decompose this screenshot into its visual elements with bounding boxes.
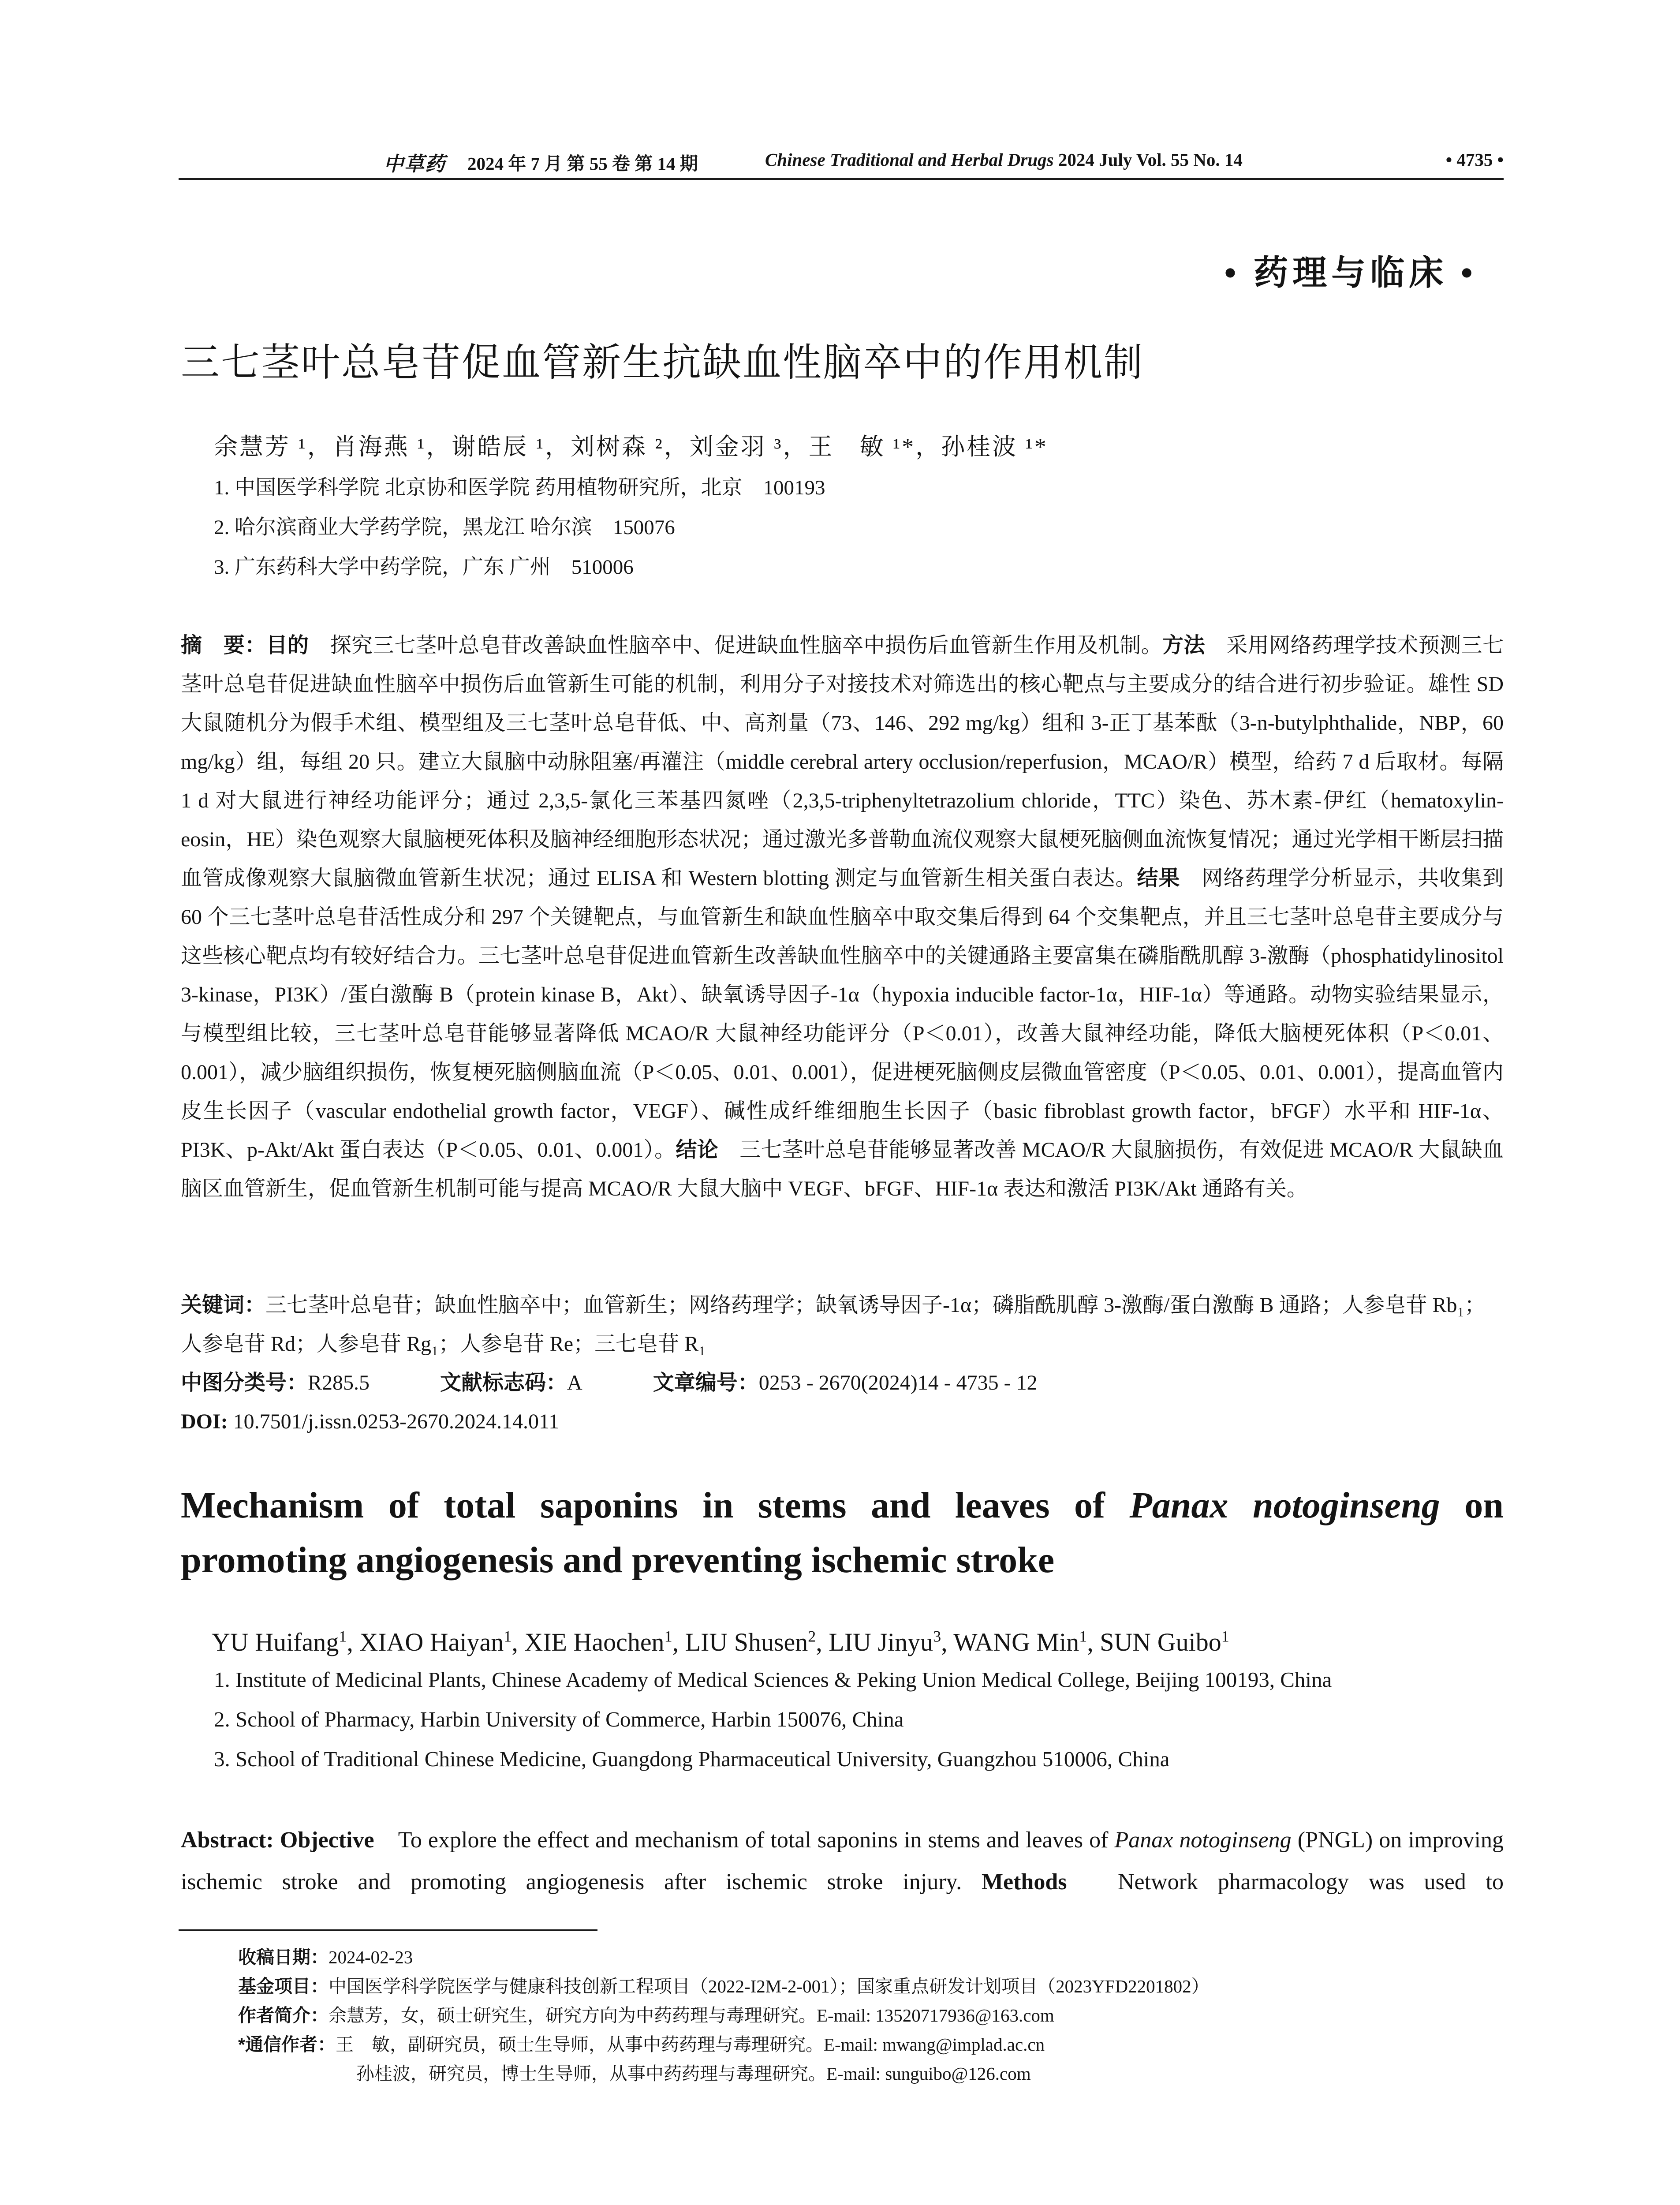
en-abstract-label: Abstract: Objective bbox=[181, 1828, 374, 1853]
cn-affiliation-3: 3. 广东药科大学中药学院，广东 广州 510006 bbox=[214, 556, 634, 579]
en-author-aff-marker: 3 bbox=[933, 1628, 941, 1645]
footnote-author bbox=[238, 2001, 1210, 2030]
footnote-received bbox=[238, 1943, 1210, 1972]
en-author-aff-marker: 2 bbox=[808, 1628, 816, 1645]
en-issue-info bbox=[765, 149, 1243, 170]
clc-value: R285.5 bbox=[308, 1371, 370, 1394]
cn-affiliation-2: 2. 哈尔滨商业大学药学院，黑龙江 哈尔滨 150076 bbox=[214, 516, 675, 539]
cn-methods-label: 方法 bbox=[1162, 634, 1205, 657]
en-author-name: WANG Min bbox=[953, 1628, 1079, 1657]
cn-authors: 余慧芳 ¹，肖海燕 ¹，谢皓辰 ¹，刘树森 ²，刘金羽 ³，王 敏 ¹*，孙桂波 ¹* bbox=[214, 434, 1048, 460]
en-author bbox=[1100, 1628, 1229, 1656]
correspondence-label: *通信作者： bbox=[238, 2034, 336, 2055]
en-objective-part1: To explore the effect and mechanism of total saponins in stems and leaves of bbox=[374, 1828, 1115, 1853]
cn-methods: 采用网络药理学技术预测三七茎叶总皂苷促进缺血性脑卒中损伤后血管新生可能的机制，利用分子对接技术对筛选出的核心靶点与主要成分的结合进行初步验证。雄性 SD 大鼠随机分为假手术组、模型组及三七茎叶总皂苷低、中、高剂量（73、146、292 mg/kg）组和 3-正丁基苯酞（3-n-butylphthalide，NBP，60 mg/kg）组，每组 20 只。建立大鼠脑中动脉阻塞/再灌注（middle cerebral artery occlusion/reperfusion，MCAO/R）模型，给药 7 d 后取材。每隔 1 d 对大鼠进行神经功能评分；通过 2,3,5-氯化三苯基四氮唑（2,3,5-triphenyltetrazolium chloride，TTC）染色、苏木素-伊红（hematoxylin-eosin，HE）染色观察大鼠脑梗死体积及脑神经细胞形态状况；通过激光多普勒血流仪观察大鼠梗死脑侧血流恢复情况；通过光学相干断层扫描血管成像观察大鼠脑微血管新生状况；通过 ELISA 和 Western blotting 测定与血管新生相关蛋白表达。 bbox=[181, 634, 1504, 890]
cn-objective: 探究三七茎叶总皂苷改善缺血性脑卒中、促进缺血性脑卒中损伤后血管新生作用及机制。 bbox=[309, 634, 1163, 657]
doi-line bbox=[181, 1402, 559, 1441]
header-rule bbox=[179, 178, 1504, 180]
en-author bbox=[359, 1628, 511, 1656]
cn-objective-label: 目的 bbox=[266, 634, 309, 657]
clc-label: 中图分类号： bbox=[181, 1371, 308, 1394]
footnote-fund bbox=[238, 1972, 1210, 2001]
fund-text: 中国医学科学院医学与健康科技创新工程项目（2022-I2M-2-001）；国家重点研发计划项目（2023YFD2201802） bbox=[329, 1976, 1210, 1996]
cn-abstract-label: 摘 要： bbox=[181, 634, 266, 657]
en-author bbox=[829, 1628, 941, 1656]
cn-keywords-label: 关键词： bbox=[181, 1293, 266, 1317]
cn-abstract bbox=[181, 626, 1504, 1208]
cn-keywords bbox=[181, 1286, 1504, 1364]
en-author-aff-marker: 1 bbox=[664, 1628, 672, 1645]
en-affiliation-1: 1. Institute of Medicinal Plants, Chinese Academy of Medical Sciences & Peking Union Medical College, Beijing 100193, China bbox=[214, 1667, 1332, 1692]
doi-value: 10.7501/j.issn.0253-2670.2024.14.011 bbox=[233, 1410, 560, 1433]
en-title-species: Panax notoginseng bbox=[1129, 1485, 1440, 1526]
en-author bbox=[212, 1628, 347, 1656]
en-author-aff-marker: 1 bbox=[339, 1628, 347, 1645]
received-label: 收稿日期： bbox=[238, 1947, 329, 1967]
cn-conclusion: 三七茎叶总皂苷能够显著改善 MCAO/R 大鼠脑损伤，有效促进 MCAO/R 大鼠缺血脑区血管新生，促血管新生机制可能与提高 MCAO/R 大鼠大脑中 VEGF、bFGF、HIF-1α 表达和激活 PI3K/Akt 通路有关。 bbox=[181, 1138, 1504, 1200]
en-author bbox=[524, 1628, 672, 1656]
running-header bbox=[179, 148, 1504, 174]
cn-affiliations bbox=[214, 471, 825, 590]
fund-label: 基金项目： bbox=[238, 1976, 329, 1996]
journal-logo: 中草药 bbox=[384, 153, 446, 175]
correspondence-2: 孙桂波，研究员，博士生导师，从事中药药理与毒理研究。E-mail: sunguibo@126.com bbox=[356, 2063, 1031, 2084]
en-author-name: XIE Haochen bbox=[524, 1628, 665, 1657]
en-author-aff-marker: 1 bbox=[504, 1628, 512, 1645]
footnotes bbox=[238, 1943, 1210, 2088]
en-methods-text: Network pharmacology was used to bbox=[1067, 1869, 1504, 1895]
en-objective-part2: (PNGL) on improving ischemic stroke and promoting angiogenesis after ischemic stroke injury. bbox=[181, 1828, 1504, 1895]
en-author-name: LIU Jinyu bbox=[829, 1628, 933, 1657]
en-author-name: SUN Guibo bbox=[1100, 1628, 1221, 1657]
correspondence-1: 王 敏，副研究员，硕士生导师，从事中药药理与毒理研究。E-mail: mwang@implad.ac.cn bbox=[335, 2034, 1045, 2055]
author-bio-text: 余慧芳，女，硕士研究生，研究方向为中药药理与毒理研究。E-mail: 13520717936@163.com bbox=[329, 2005, 1054, 2026]
en-affiliation-2: 2. School of Pharmacy, Harbin University of Commerce, Harbin 150076, China bbox=[214, 1707, 904, 1731]
en-title bbox=[181, 1478, 1504, 1588]
en-affiliations bbox=[214, 1667, 1332, 1786]
cn-title: 三七茎叶总皂苷促血管新生抗缺血性脑卒中的作用机制 bbox=[181, 342, 1144, 385]
classification-line bbox=[181, 1364, 1038, 1402]
author-bio-label: 作者简介： bbox=[238, 2005, 329, 2026]
article-no-label: 文章编号： bbox=[653, 1371, 759, 1394]
en-title-part2: on promoting angiogenesis and preventing ischemic stroke bbox=[181, 1485, 1504, 1581]
en-author bbox=[953, 1628, 1087, 1656]
en-author-aff-marker: 1 bbox=[1221, 1628, 1229, 1645]
footnote-correspondence-2 bbox=[238, 2059, 1210, 2088]
en-affiliation-3: 3. School of Traditional Chinese Medicine, Guangdong Pharmaceutical University, Guangzhou 510006, China bbox=[214, 1747, 1170, 1771]
cn-results-label: 结果 bbox=[1137, 867, 1180, 890]
en-abstract bbox=[181, 1819, 1504, 1903]
article-no-value: 0253 - 2670(2024)14 - 4735 - 12 bbox=[758, 1371, 1038, 1394]
en-author-name: XIAO Haiyan bbox=[359, 1628, 504, 1657]
section-label: • 药理与临床 • bbox=[1224, 254, 1477, 292]
en-methods-label: Methods bbox=[981, 1869, 1067, 1895]
doc-code-value: A bbox=[567, 1371, 582, 1394]
en-author bbox=[685, 1628, 816, 1656]
en-objective-species: Panax notoginseng bbox=[1114, 1828, 1292, 1853]
cn-results: 网络药理学分析显示，共收集到 60 个三七茎叶总皂苷活性成分和 297 个关键靶点，与血管新生和缺血性脑卒中取交集后得到 64 个交集靶点，并且三七茎叶总皂苷主要成分与这些核心靶点均有较好结合力。三七茎叶总皂苷促进血管新生改善缺血性脑卒中的关键通路主要富集在磷脂酰肌醇 3-激酶（phosphatidylinositol 3-kinase，PI3K）/蛋白激酶 B（protein kinase B，Akt）、缺氧诱导因子-1α（hypoxia inducible factor-1α，HIF-1α）等通路。动物实验结果显示，与模型组比较，三七茎叶总皂苷能够显著降低 MCAO/R 大鼠神经功能评分（P＜0.01），改善大鼠神经功能，降低大脑梗死体积（P＜0.01、0.001），减少脑组织损伤，恢复梗死脑侧脑血流（P＜0.05、0.01、0.001），促进梗死脑侧皮层微血管密度（P＜0.05、0.01、0.001），提高血管内皮生长因子（vascular endothelial growth factor，VEGF）、碱性成纤维细胞生长因子（basic fibroblast growth factor，bFGF）水平和 HIF-1α、PI3K、p-Akt/Akt 蛋白表达（P＜0.05、0.01、0.001）。 bbox=[181, 867, 1504, 1162]
page-number: • 4735 • bbox=[1445, 149, 1504, 170]
cn-affiliation-1: 1. 中国医学科学院 北京协和医学院 药用植物研究所，北京 100193 bbox=[214, 476, 825, 499]
footnote-rule bbox=[179, 1929, 597, 1931]
received-date: 2024-02-23 bbox=[329, 1947, 413, 1967]
en-title-part1: Mechanism of total saponins in stems and leaves of bbox=[181, 1485, 1130, 1526]
en-author-name: LIU Shusen bbox=[685, 1628, 808, 1657]
en-journal-name: Chinese Traditional and Herbal Drugs bbox=[765, 149, 1054, 170]
en-authors: YU Huifang$^1$, XIAO Haiyan$^1$, XIE Haochen$^1$, LIU Shusen$^2$, LIU Jinyu$^3$, WANG Min$^1$, SUN Guibo$^1$ bbox=[212, 1628, 1229, 1657]
cn-issue-info: 2024 年 7 月 第 55 卷 第 14 期 bbox=[467, 153, 698, 174]
en-author-aff-marker: 1 bbox=[1079, 1628, 1087, 1645]
footnote-correspondence bbox=[238, 2030, 1210, 2059]
cn-conclusion-label: 结论 bbox=[676, 1138, 718, 1162]
doi-label: DOI: bbox=[181, 1410, 228, 1433]
en-issue-text: 2024 July Vol. 55 No. 14 bbox=[1058, 149, 1243, 170]
en-author-name: YU Huifang bbox=[212, 1628, 339, 1657]
doc-code-label: 文献标志码： bbox=[440, 1371, 567, 1394]
cn-keywords-text: 三七茎叶总皂苷；缺血性脑卒中；血管新生；网络药理学；缺氧诱导因子-1α；磷脂酰肌醇 3-激酶/蛋白激酶 B 通路；人参皂苷 Rb₁；人参皂苷 Rd；人参皂苷 Rg₁；人参皂苷 Re；三七皂苷 R₁ bbox=[181, 1293, 1486, 1356]
